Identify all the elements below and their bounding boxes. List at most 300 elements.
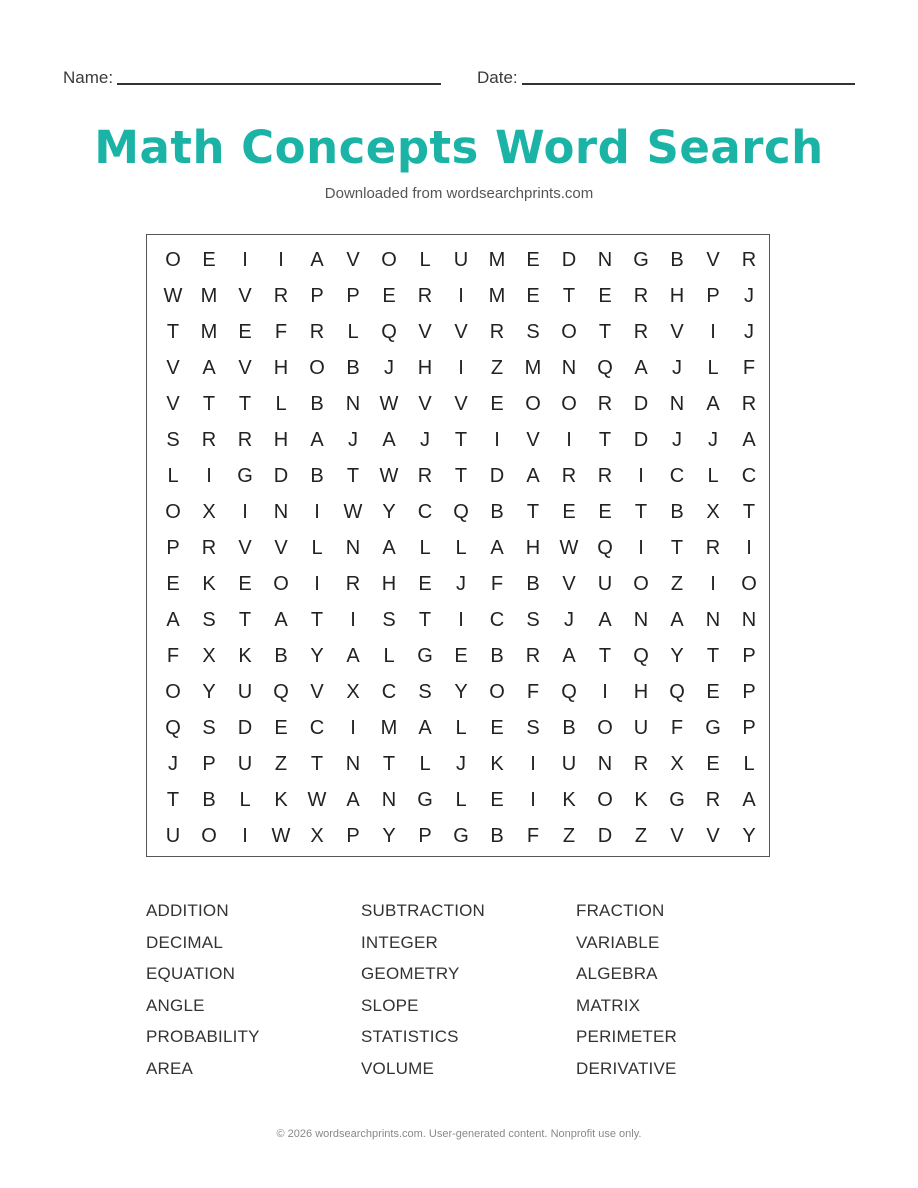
grid-cell[interactable]: Y [202,680,216,703]
grid-cell[interactable]: R [201,428,217,451]
grid-cell[interactable]: F [490,572,504,595]
grid-cell[interactable]: R [633,752,649,775]
grid-cell[interactable]: L [347,320,359,343]
word-list-item: STATISTICS [361,1027,459,1046]
grid-cell[interactable]: Q [597,356,613,379]
grid-cell[interactable]: E [238,572,252,595]
grid-cell[interactable]: E [418,572,432,595]
grid-cell[interactable]: A [562,644,576,667]
grid-cell[interactable]: L [419,752,431,775]
grid-cell[interactable]: J [384,356,394,379]
grid-cell[interactable]: Q [633,644,649,667]
grid-cell[interactable]: K [274,788,288,811]
grid-cell[interactable]: Q [381,320,397,343]
grid-cell[interactable]: J [744,284,754,307]
grid-cell[interactable]: H [669,284,685,307]
grid-cell[interactable]: F [742,356,756,379]
grid-cell[interactable]: J [456,752,466,775]
grid-cell[interactable]: R [309,320,325,343]
grid-cell[interactable]: T [670,536,684,559]
grid-cell[interactable]: M [380,716,398,739]
grid-cell[interactable]: K [202,572,216,595]
grid-cell[interactable]: T [166,320,180,343]
grid-cell[interactable]: L [275,392,287,415]
grid-cell[interactable]: B [490,500,504,523]
name-line[interactable] [117,83,441,85]
grid-cell[interactable]: K [634,788,648,811]
word-list-item: VOLUME [361,1058,434,1078]
grid-cell[interactable]: A [670,608,684,631]
grid-cell[interactable]: Y [670,644,684,667]
grid-cell[interactable]: L [419,536,431,559]
grid-cell[interactable]: A [310,428,324,451]
date-line[interactable] [522,83,855,85]
grid-cell[interactable]: P [310,284,324,307]
grid-cell[interactable]: U [453,248,469,271]
word-list-item: EQUATION [146,964,236,983]
grid-cell[interactable]: M [488,284,506,307]
grid-cell[interactable]: E [238,320,252,343]
grid-cell[interactable]: J [456,572,466,595]
grid-cell[interactable]: O [561,392,577,415]
grid-cell[interactable]: T [454,464,468,487]
grid-cell[interactable]: E [706,752,720,775]
grid-cell[interactable]: B [670,248,684,271]
grid-cell[interactable]: H [381,572,397,595]
grid-cell[interactable]: Z [634,824,648,847]
grid-cell[interactable]: J [672,356,682,379]
grid-cell[interactable]: U [237,680,253,703]
grid-cell[interactable]: T [238,608,252,631]
grid-cell[interactable]: S [526,608,540,631]
grid-cell[interactable]: C [741,464,757,487]
grid-cell[interactable]: A [274,608,288,631]
grid-cell[interactable]: O [273,572,289,595]
grid-cell[interactable]: L [455,788,467,811]
grid-cell[interactable]: I [566,428,572,451]
grid-cell[interactable]: W [343,500,363,523]
grid-cell[interactable]: R [597,464,613,487]
grid-cell[interactable]: Q [273,680,289,703]
grid-cell[interactable]: Q [669,680,685,703]
grid-cell[interactable]: T [202,392,216,415]
grid-cell[interactable]: R [525,644,541,667]
grid-cell[interactable]: E [706,680,720,703]
grid-cell[interactable]: P [742,680,756,703]
grid-cell[interactable]: S [526,320,540,343]
grid-cell[interactable]: A [598,608,612,631]
grid-cell[interactable]: T [598,428,612,451]
grid-cell[interactable]: S [166,428,180,451]
grid-cell[interactable]: I [638,536,644,559]
grid-cell[interactable]: R [741,392,757,415]
grid-cell[interactable]: E [274,716,288,739]
grid-cell[interactable]: V [238,356,252,379]
grid-cell[interactable]: R [489,320,505,343]
grid-cell[interactable]: C [309,716,325,739]
grid-cell[interactable]: E [598,284,612,307]
grid-cell[interactable]: V [562,572,576,595]
grid-cell[interactable]: Y [742,824,756,847]
grid-cell[interactable]: W [307,788,327,811]
grid-cell[interactable]: J [168,752,178,775]
grid-cell[interactable]: B [490,644,504,667]
grid-cell[interactable]: N [669,392,685,415]
grid-cell[interactable]: Z [274,752,288,775]
grid-cell[interactable]: H [525,536,541,559]
grid-cell[interactable]: I [710,572,716,595]
grid-cell[interactable]: G [417,788,433,811]
grid-cell[interactable]: I [746,536,752,559]
grid-cell[interactable]: E [526,284,540,307]
grid-cell[interactable]: I [350,716,356,739]
grid-cell[interactable]: V [454,392,468,415]
grid-cell[interactable]: T [346,464,360,487]
grid-cell[interactable]: K [490,752,504,775]
grid-cell[interactable]: L [455,716,467,739]
grid-cell[interactable]: B [202,788,216,811]
grid-cell[interactable]: O [633,572,649,595]
grid-cell[interactable]: L [707,464,719,487]
grid-cell[interactable]: Z [490,356,504,379]
grid-cell[interactable]: S [202,608,216,631]
grid-cell[interactable]: B [310,464,324,487]
grid-cell[interactable]: V [238,536,252,559]
grid-cell[interactable]: R [417,284,433,307]
grid-cell[interactable]: V [166,392,180,415]
grid-cell[interactable]: M [200,284,218,307]
grid-cell[interactable]: T [706,644,720,667]
grid-cell[interactable]: L [743,752,755,775]
grid-cell[interactable]: W [379,464,399,487]
grid-cell[interactable]: E [166,572,180,595]
grid-cell[interactable]: J [708,428,718,451]
grid-cell[interactable]: O [597,716,613,739]
grid-cell[interactable]: I [602,680,608,703]
grid-cell[interactable]: B [310,392,324,415]
grid-cell[interactable]: T [310,752,324,775]
grid-cell[interactable]: T [598,320,612,343]
grid-cell[interactable]: Q [165,716,181,739]
grid-cell[interactable]: D [561,248,577,271]
grid-cell[interactable]: T [598,644,612,667]
grid-cell[interactable]: N [597,752,613,775]
grid-cell[interactable]: F [670,716,684,739]
grid-cell[interactable]: I [314,572,320,595]
grid-cell[interactable]: T [742,500,756,523]
grid-cell[interactable]: X [706,500,720,523]
grid-cell[interactable]: W [559,536,579,559]
grid-cell[interactable]: G [417,644,433,667]
grid-cell[interactable]: H [417,356,433,379]
grid-cell[interactable]: J [672,428,682,451]
grid-cell[interactable]: V [454,320,468,343]
grid-cell[interactable]: N [633,608,649,631]
grid-cell[interactable]: L [167,464,179,487]
grid-cell[interactable]: S [382,608,396,631]
grid-cell[interactable]: I [242,500,248,523]
grid-cell[interactable]: S [526,716,540,739]
grid-cell[interactable]: E [562,500,576,523]
grid-cell[interactable]: C [489,608,505,631]
grid-cell[interactable]: H [273,356,289,379]
grid-cell[interactable]: P [742,716,756,739]
grid-cell[interactable]: G [453,824,469,847]
grid-cell[interactable]: R [237,428,253,451]
grid-cell[interactable]: L [311,536,323,559]
grid-cell[interactable]: F [526,680,540,703]
grid-cell[interactable]: T [382,752,396,775]
word-list-item: ANGLE [146,995,205,1015]
grid-cell[interactable]: T [562,284,576,307]
grid-cell[interactable]: C [669,464,685,487]
grid-cell[interactable]: N [597,248,613,271]
grid-cell[interactable]: E [382,284,396,307]
grid-cell[interactable]: E [202,248,216,271]
grid-cell[interactable]: E [526,248,540,271]
grid-cell[interactable]: J [348,428,358,451]
grid-cell[interactable]: Z [670,572,684,595]
grid-cell[interactable]: R [201,536,217,559]
grid-cell[interactable]: X [310,824,324,847]
grid-cell[interactable]: Q [453,500,469,523]
name-field[interactable] [63,66,441,88]
grid-cell[interactable]: V [706,824,720,847]
grid-cell[interactable]: A [526,464,540,487]
grid-cell[interactable]: E [490,392,504,415]
grid-cell[interactable]: K [238,644,252,667]
grid-cell[interactable]: T [310,608,324,631]
grid-cell[interactable]: B [670,500,684,523]
grid-cell[interactable]: M [524,356,542,379]
grid-cell[interactable]: A [166,608,180,631]
grid-cell[interactable]: Q [561,680,577,703]
grid-cell[interactable]: I [494,428,500,451]
grid-cell[interactable]: B [274,644,288,667]
grid-cell[interactable]: Z [562,824,576,847]
grid-cell[interactable]: D [633,392,649,415]
grid-cell[interactable]: U [597,572,613,595]
grid-cell[interactable]: V [670,824,684,847]
grid-cell[interactable]: O [525,392,541,415]
grid-cell[interactable]: P [742,644,756,667]
grid-cell[interactable]: A [742,428,756,451]
grid-cell[interactable]: I [242,248,248,271]
grid-cell[interactable]: N [381,788,397,811]
grid-cell[interactable]: W [163,284,183,307]
grid-cell[interactable]: D [489,464,505,487]
grid-cell[interactable]: P [346,284,360,307]
grid-cell[interactable]: G [237,464,253,487]
grid-cell[interactable]: G [705,716,721,739]
grid-cell[interactable]: P [166,536,180,559]
grid-cell[interactable]: O [309,356,325,379]
grid-cell[interactable]: I [314,500,320,523]
grid-cell[interactable]: C [417,500,433,523]
grid-cell[interactable]: G [669,788,685,811]
grid-cell[interactable]: X [346,680,360,703]
grid-cell[interactable]: H [633,680,649,703]
grid-cell[interactable]: I [458,356,464,379]
grid-cell[interactable]: F [526,824,540,847]
grid-cell[interactable]: T [238,392,252,415]
grid-cell[interactable]: I [350,608,356,631]
grid-cell[interactable]: S [202,716,216,739]
grid-cell[interactable]: W [271,824,291,847]
grid-cell[interactable]: C [381,680,397,703]
word-list-item: PROBABILITY [146,1027,260,1046]
grid-cell[interactable]: N [741,608,757,631]
grid-cell[interactable]: V [706,248,720,271]
grid-cell[interactable]: R [597,392,613,415]
grid-cell[interactable]: A [418,716,432,739]
grid-cell[interactable]: T [454,428,468,451]
grid-cell[interactable]: T [526,500,540,523]
grid-cell[interactable]: L [455,536,467,559]
grid-cell[interactable]: A [346,788,360,811]
grid-cell[interactable]: V [670,320,684,343]
grid-cell[interactable]: P [202,752,216,775]
grid-cell[interactable]: N [345,536,361,559]
grid-cell[interactable]: A [706,392,720,415]
grid-cell[interactable]: R [705,788,721,811]
grid-cell[interactable]: V [238,284,252,307]
grid-cell[interactable]: A [742,788,756,811]
grid-cell[interactable]: D [237,716,253,739]
date-field[interactable] [477,66,855,88]
grid-cell[interactable]: O [165,680,181,703]
grid-cell[interactable]: R [273,284,289,307]
grid-cell[interactable]: V [274,536,288,559]
grid-cell[interactable]: Y [310,644,324,667]
grid-cell[interactable]: Y [454,680,468,703]
grid-cell[interactable]: U [237,752,253,775]
grid-cell[interactable]: A [382,428,396,451]
word-list-item: VARIABLE [576,932,660,952]
grid-cell[interactable]: W [379,392,399,415]
grid-cell[interactable]: L [239,788,251,811]
grid-cell[interactable]: I [458,608,464,631]
grid-cell[interactable]: O [381,248,397,271]
grid-cell[interactable]: K [562,788,576,811]
grid-cell[interactable]: R [705,536,721,559]
grid-cell[interactable]: X [670,752,684,775]
grid-cell[interactable]: T [634,500,648,523]
grid-cell[interactable]: I [530,788,536,811]
grid-cell[interactable]: U [633,716,649,739]
grid-cell[interactable]: O [489,680,505,703]
grid-cell[interactable]: L [707,356,719,379]
grid-cell[interactable]: I [458,284,464,307]
grid-cell[interactable]: H [273,428,289,451]
grid-cell[interactable]: I [530,752,536,775]
grid-cell[interactable]: D [597,824,613,847]
grid-cell[interactable]: I [206,464,212,487]
grid-cell[interactable]: X [202,644,216,667]
grid-cell[interactable]: L [383,644,395,667]
grid-cell[interactable]: R [345,572,361,595]
grid-cell[interactable]: E [454,644,468,667]
grid-cell[interactable]: F [274,320,288,343]
grid-cell[interactable]: O [165,248,181,271]
grid-cell[interactable]: A [310,248,324,271]
grid-cell[interactable]: L [419,248,431,271]
grid-cell[interactable]: O [201,824,217,847]
word-list-item: SUBTRACTION [361,901,486,920]
grid-cell[interactable]: B [526,572,540,595]
grid-cell[interactable]: A [490,536,504,559]
grid-cell[interactable]: N [345,392,361,415]
grid-cell[interactable]: V [418,320,432,343]
grid-cell[interactable]: N [273,500,289,523]
grid-cell[interactable]: R [633,284,649,307]
grid-cell[interactable]: J [564,608,574,631]
grid-cell[interactable]: R [633,320,649,343]
grid-cell[interactable]: V [166,356,180,379]
grid-cell[interactable]: V [526,428,540,451]
grid-cell[interactable]: R [561,464,577,487]
grid-cell[interactable]: V [346,248,360,271]
grid-cell[interactable]: B [490,824,504,847]
grid-cell[interactable]: E [598,500,612,523]
grid-cell[interactable]: A [382,536,396,559]
grid-cell[interactable]: X [202,500,216,523]
grid-cell[interactable]: P [418,824,432,847]
grid-cell[interactable]: A [634,356,648,379]
grid-cell[interactable]: G [633,248,649,271]
grid-cell[interactable]: F [166,644,180,667]
grid-cell[interactable]: V [310,680,324,703]
grid-cell[interactable]: Y [382,824,396,847]
grid-cell[interactable]: R [417,464,433,487]
grid-cell[interactable]: P [346,824,360,847]
grid-cell[interactable]: B [562,716,576,739]
grid-cell[interactable]: M [488,248,506,271]
grid-cell[interactable]: N [705,608,721,631]
grid-cell[interactable]: E [490,716,504,739]
grid-cell[interactable]: D [273,464,289,487]
grid-cell[interactable]: V [418,392,432,415]
grid-cell[interactable]: B [346,356,360,379]
grid-cell[interactable]: O [741,572,757,595]
grid-cell[interactable]: O [597,788,613,811]
grid-cell[interactable]: O [165,500,181,523]
grid-cell[interactable]: U [561,752,577,775]
grid-cell[interactable]: Y [382,500,396,523]
grid-cell[interactable]: P [706,284,720,307]
grid-cell[interactable]: T [166,788,180,811]
grid-cell[interactable]: U [165,824,181,847]
grid-cell[interactable]: N [561,356,577,379]
grid-cell[interactable]: I [638,464,644,487]
grid-cell[interactable]: E [490,788,504,811]
grid-cell[interactable]: J [420,428,430,451]
grid-cell[interactable]: J [744,320,754,343]
grid-cell[interactable]: R [741,248,757,271]
grid-cell[interactable]: I [242,824,248,847]
grid-cell[interactable]: T [418,608,432,631]
grid-cell[interactable]: O [561,320,577,343]
grid-cell[interactable]: I [278,248,284,271]
grid-cell[interactable]: D [633,428,649,451]
grid-cell[interactable]: S [418,680,432,703]
grid-cell[interactable]: I [710,320,716,343]
grid-cell[interactable]: M [200,320,218,343]
grid-cell[interactable]: N [345,752,361,775]
grid-cell[interactable]: Q [597,536,613,559]
grid-cell[interactable]: A [202,356,216,379]
grid-cell[interactable]: A [346,644,360,667]
